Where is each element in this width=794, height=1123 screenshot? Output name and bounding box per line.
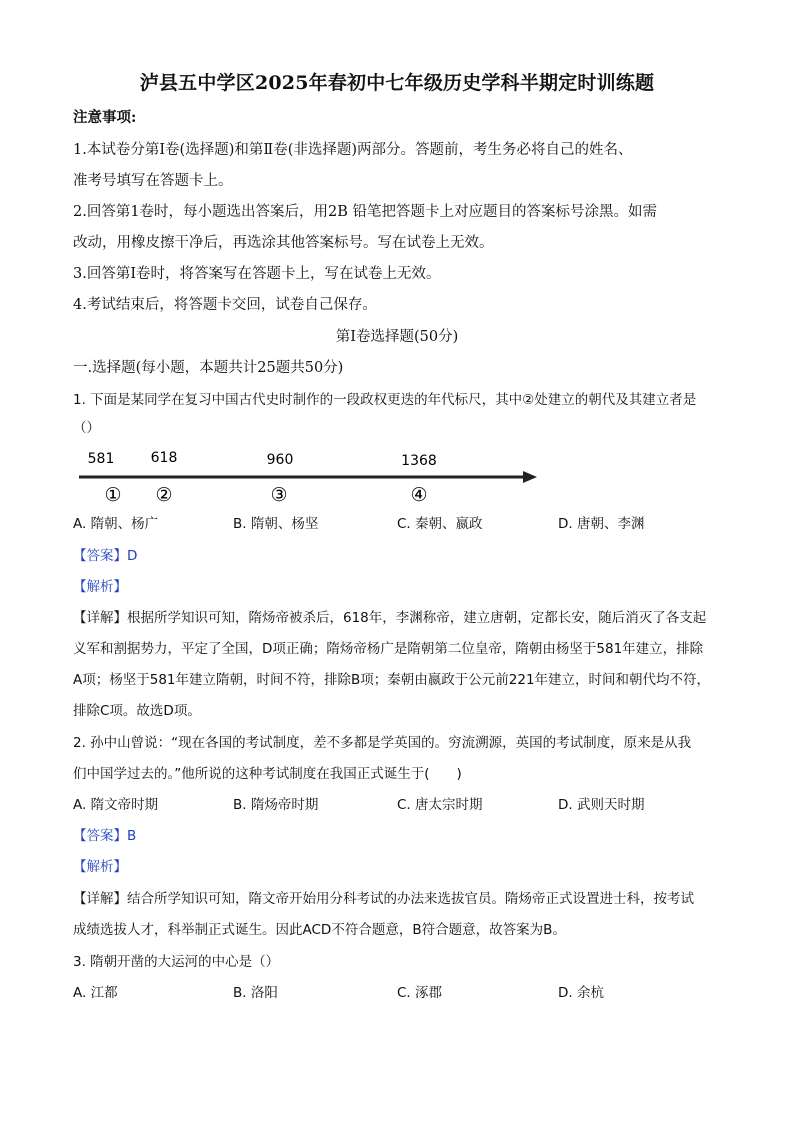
year-timeline (75, 445, 545, 510)
q2-analysis-label: 【解析】 (73, 859, 127, 875)
q1-stem-paren: （） (73, 420, 100, 436)
notice-line: 1.本试卷分第Ⅰ卷(选择题)和第Ⅱ卷(非选择题)两部分。答题前，考生务必将自己的姓名、 (73, 142, 633, 158)
q1-option-b: B. 隋朝、杨坚 (233, 516, 319, 532)
q1-stem: 1. 下面是某同学在复习中国古代史时制作的一段政权更迭的年代标尺，其中②处建立的朝代及其建立者是 (73, 392, 697, 408)
section-title: 第Ⅰ卷选择题(50分) (335, 329, 459, 345)
q2-detail: 【详解】结合所学知识可知，隋文帝开始用分科考试的办法来选拔官员。隋炀帝正式设置进士科，按考试 (73, 891, 694, 907)
q2-option-c: C. 唐太宗时期 (397, 797, 483, 813)
q2-answer: 【答案】B (73, 828, 137, 844)
timeline-mark-2: ② (155, 484, 173, 506)
q2-stem: 2. 孙中山曾说：“现在各国的考试制度，差不多都是学英国的。穷流溯源，英国的考试制度，原来是从我 (73, 735, 692, 751)
q3-option-d: D. 余杭 (558, 985, 604, 1001)
q2-option-b: B. 隋炀帝时期 (233, 797, 319, 813)
q1-option-d: D. 唐朝、李渊 (558, 516, 645, 532)
timeline-arrowhead (523, 471, 537, 483)
notice-line: 改动，用橡皮擦干净后，再选涂其他答案标号。写在试卷上无效。 (73, 235, 494, 251)
q1-detail: A项；杨坚于581年建立隋朝，时间不符，排除B项；秦朝由嬴政于公元前221年建立，时间和朝代均不符， (73, 672, 711, 688)
notice-line: 4.考试结束后，将答题卡交回，试卷自己保存。 (73, 297, 377, 313)
q1-option-c: C. 秦朝、嬴政 (397, 516, 483, 532)
timeline-mark-1: ① (104, 484, 122, 506)
page-title: 泸县五中学区2025年春初中七年级历史学科半期定时训练题 (139, 72, 655, 94)
q1-answer: 【答案】D (73, 548, 138, 564)
q3-option-a: A. 江都 (73, 985, 118, 1001)
notice-heading: 注意事项: (73, 109, 137, 126)
q1-detail: 义军和割据势力，平定了全国，D项正确；隋炀帝杨广是隋朝第二位皇帝，隋朝由杨坚于581年建立，排除 (73, 641, 704, 657)
q2-detail: 成绩选拔人才，科举制正式诞生。因此ACD不符合题意，B符合题意，故答案为B。 (73, 922, 566, 938)
notice-line: 3.回答第Ⅰ卷时，将答案写在答题卡上，写在试卷上无效。 (73, 266, 441, 282)
timeline-year-960: 960 (266, 452, 294, 468)
q3-option-b: B. 洛阳 (233, 985, 278, 1001)
q1-option-a: A. 隋朝、杨广 (73, 516, 159, 532)
timeline-mark-4: ④ (410, 484, 428, 506)
q2-option-d: D. 武则天时期 (558, 797, 645, 813)
q2-option-a: A. 隋文帝时期 (73, 797, 159, 813)
timeline-year-581: 581 (87, 451, 115, 467)
timeline-year-618: 618 (150, 450, 178, 466)
notice-line: 准考号填写在答题卡上。 (73, 173, 233, 189)
part-title: 一.选择题(每小题，本题共计25题共50分) (73, 360, 344, 376)
q1-detail: 排除C项。故选D项。 (73, 703, 201, 719)
q1-analysis-label: 【解析】 (73, 579, 127, 595)
q3-stem: 3. 隋朝开凿的大运河的中心是（） (73, 954, 280, 970)
timeline-mark-3: ③ (270, 484, 288, 506)
timeline-year-1368: 1368 (401, 453, 437, 469)
q1-detail: 【详解】根据所学知识可知，隋炀帝被杀后，618年，李渊称帝，建立唐朝，定都长安，随后消灭了各支起 (73, 610, 707, 626)
q3-option-c: C. 涿郡 (397, 985, 443, 1001)
q2-stem: 们中国学过去的。”他所说的这种考试制度在我国正式诞生于( ) (73, 766, 462, 782)
notice-line: 2.回答第1卷时，每小题选出答案后，用2B 铅笔把答题卡上对应题目的答案标号涂黑。如需 (73, 204, 658, 220)
